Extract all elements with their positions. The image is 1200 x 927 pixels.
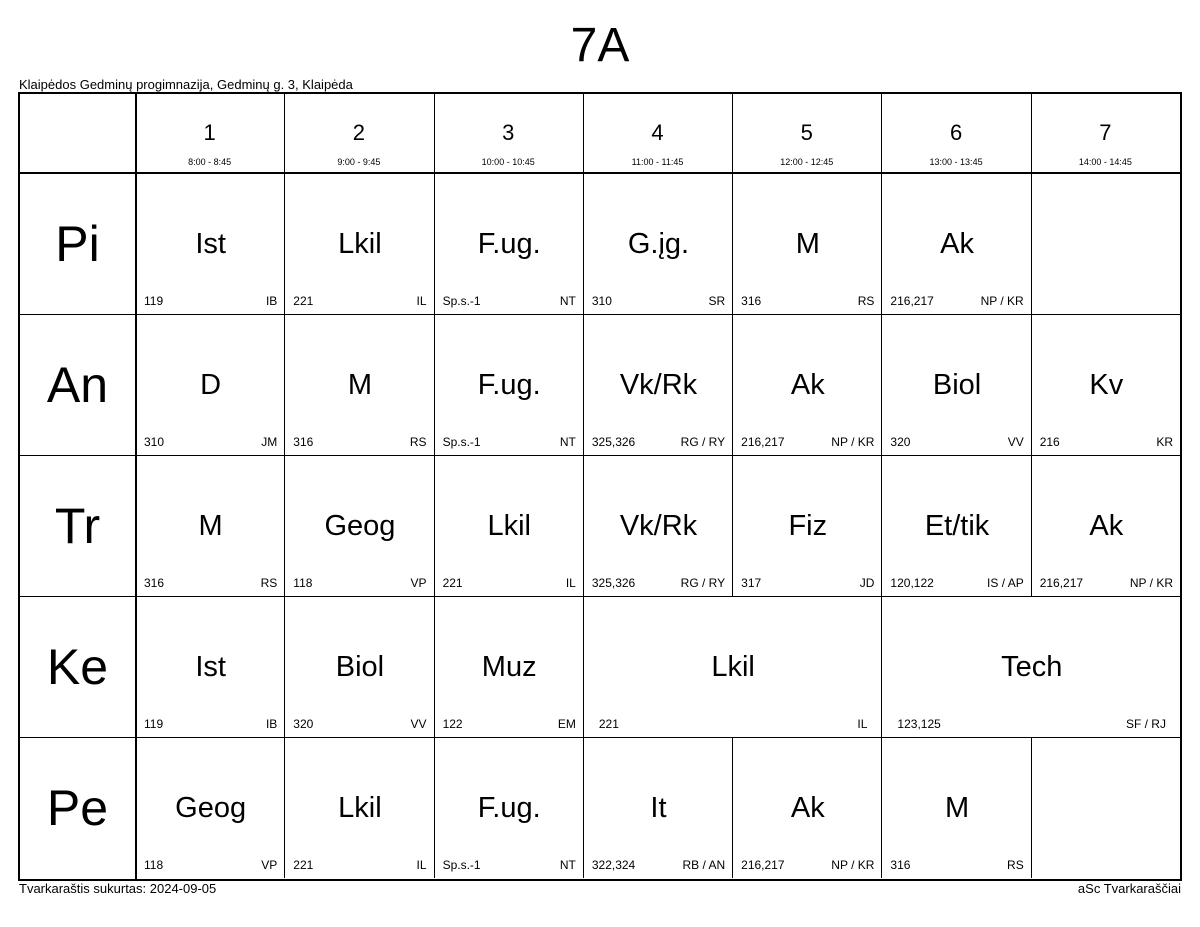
lesson-subject: F.ug. (477, 369, 541, 401)
lesson-teacher: IS / AP (987, 576, 1024, 590)
grid-line (881, 94, 882, 172)
lesson-subject: Vk/Rk (619, 510, 698, 542)
period-time: 11:00 - 11:45 (631, 157, 684, 167)
lesson-room: 118 (144, 858, 164, 872)
lesson-subject: Ak (1089, 510, 1124, 542)
lesson-teacher: NP / KR (831, 435, 875, 449)
lesson-cell (137, 174, 284, 315)
grid-line (881, 174, 882, 314)
lesson-teacher: VV (1007, 435, 1024, 449)
period-header (881, 94, 1030, 172)
grid-line (583, 456, 584, 596)
lesson-teacher: NT (559, 435, 576, 449)
grid-line (434, 456, 435, 596)
grid-line (284, 174, 285, 314)
lesson-room: Sp.s.-1 (442, 435, 481, 449)
lesson-teacher: NP / KR (831, 858, 875, 872)
lesson-subject: M (347, 369, 372, 401)
lesson-teacher: RS (857, 294, 875, 308)
lesson-teacher: RG / RY (680, 435, 726, 449)
lesson-room: 221 (598, 717, 619, 731)
lesson-room: 221 (293, 858, 314, 872)
day-label: Pe (46, 780, 109, 836)
grid-line (732, 456, 733, 596)
period-time: 10:00 - 10:45 (481, 157, 535, 167)
grid-line (583, 738, 584, 878)
lesson-cell (286, 597, 433, 738)
lesson-room: 123,125 (897, 717, 941, 731)
grid-line (434, 174, 435, 314)
lesson-cell (137, 456, 284, 597)
grid-line (881, 456, 882, 596)
lesson-teacher: VV (410, 717, 427, 731)
lesson-room: 325,326 (591, 435, 636, 449)
period-time: 13:00 - 13:45 (929, 157, 983, 167)
lesson-subject: Ak (790, 369, 825, 401)
grid-line (284, 597, 285, 737)
lesson-subject: Ak (940, 228, 974, 260)
lesson-subject: Ist (195, 228, 226, 260)
lesson-cell (1033, 315, 1180, 456)
lesson-subject: M (795, 228, 820, 260)
grid-line (284, 456, 285, 596)
grid-line (1031, 738, 1032, 878)
lesson-teacher: NP / KR (1129, 576, 1173, 590)
grid-line (1031, 315, 1032, 455)
lesson-cell (436, 315, 583, 456)
lesson-room: 316 (741, 294, 762, 308)
lesson-teacher: NT (559, 294, 576, 308)
period-number: 7 (1099, 120, 1112, 145)
period-number: 1 (203, 120, 216, 145)
lesson-subject: G.įg. (627, 228, 690, 260)
lesson-cell (585, 597, 882, 738)
lesson-teacher: IB (265, 294, 278, 308)
lesson-room: 322,324 (591, 858, 636, 872)
lesson-cell (734, 174, 881, 315)
lesson-cell (1033, 456, 1180, 597)
period-header (583, 94, 732, 172)
lesson-cell (286, 738, 433, 879)
lesson-teacher: RG / RY (680, 576, 726, 590)
lesson-room: 310 (144, 435, 165, 449)
lesson-cell (734, 456, 881, 597)
page-title: 7A (570, 19, 630, 72)
lesson-subject: Muz (481, 651, 537, 683)
period-number: 6 (949, 120, 963, 145)
lesson-teacher: IL (416, 858, 427, 872)
period-header (135, 94, 284, 172)
period-time: 12:00 - 12:45 (780, 157, 834, 167)
grid-line (434, 94, 435, 172)
grid-line (1031, 174, 1032, 314)
lesson-cell (286, 456, 433, 597)
lesson-cell (883, 738, 1030, 879)
lesson-cell (436, 738, 583, 879)
lesson-teacher: IL (565, 576, 576, 590)
lesson-room: 310 (591, 294, 612, 308)
lesson-teacher: SR (708, 294, 726, 308)
period-header (732, 94, 881, 172)
lesson-cell (734, 738, 881, 879)
lesson-subject: D (200, 369, 222, 401)
lesson-teacher: NP / KR (980, 294, 1024, 308)
period-number: 3 (502, 120, 515, 145)
grid-line (732, 174, 733, 314)
day-label: Pi (55, 216, 100, 272)
lesson-subject: Lkil (711, 651, 755, 683)
lesson-subject: Kv (1089, 369, 1124, 401)
lesson-cell (883, 174, 1030, 315)
period-header (434, 94, 583, 172)
lesson-teacher: RS (260, 576, 278, 590)
grid-line (732, 315, 733, 455)
lesson-subject: F.ug. (477, 228, 541, 260)
lesson-subject: Ak (790, 792, 825, 824)
created-date: Tvarkaraštis sukurtas: 2024-09-05 (19, 881, 217, 896)
lesson-cell (137, 315, 284, 456)
grid-line (434, 597, 435, 737)
lesson-teacher: SF / RJ (1125, 717, 1166, 731)
lesson-room: 316 (144, 576, 165, 590)
period-number: 2 (352, 120, 366, 145)
lesson-teacher: RB / AN (682, 858, 726, 872)
lesson-teacher: EM (557, 717, 576, 731)
grid-line (1031, 456, 1032, 596)
lesson-room: 216,217 (741, 435, 785, 449)
grid-line (284, 738, 285, 878)
lesson-subject: M (198, 510, 223, 542)
lesson-room: 325,326 (591, 576, 636, 590)
lesson-subject: Geog (324, 510, 396, 542)
day-label: Ke (46, 639, 109, 695)
brand-label: aSc Tvarkaraščiai (1077, 881, 1181, 896)
grid-line (434, 315, 435, 455)
lesson-cell (436, 456, 583, 597)
lesson-cell (585, 174, 732, 315)
lesson-cell (436, 174, 583, 315)
lesson-room: Sp.s.-1 (442, 294, 481, 308)
grid-line (284, 94, 285, 172)
grid-line (732, 738, 733, 878)
lesson-teacher: IL (416, 294, 427, 308)
lesson-teacher: RS (409, 435, 427, 449)
lesson-room: 316 (890, 858, 911, 872)
lesson-teacher: JM (261, 435, 278, 449)
lesson-room: 216 (1039, 435, 1060, 449)
period-time: 14:00 - 14:45 (1078, 157, 1132, 167)
lesson-cell (286, 315, 433, 456)
lesson-subject: Biol (932, 369, 982, 401)
empty-cell (1033, 174, 1180, 315)
lesson-cell (585, 738, 732, 879)
lesson-room: 320 (890, 435, 911, 449)
lesson-teacher: VP (261, 858, 278, 872)
lesson-cell (734, 315, 881, 456)
day-label: Tr (54, 498, 101, 554)
lesson-subject: Et/tik (924, 510, 990, 542)
lesson-cell (137, 738, 284, 879)
grid-line (1031, 94, 1032, 172)
lesson-room: 320 (293, 717, 314, 731)
lesson-subject: F.ug. (477, 792, 541, 824)
empty-cell (1033, 738, 1180, 879)
period-time: 9:00 - 9:45 (337, 157, 381, 167)
lesson-room: 216,217 (1039, 576, 1084, 590)
grid-line (583, 315, 584, 455)
lesson-subject: Biol (335, 651, 385, 683)
grid-line (881, 597, 882, 737)
lesson-cell (286, 174, 433, 315)
lesson-cell (585, 456, 732, 597)
lesson-cell (436, 597, 583, 738)
grid-line (583, 597, 584, 737)
lesson-teacher: KR (1156, 435, 1173, 449)
lesson-subject: Fiz (788, 510, 828, 542)
lesson-room: 119 (144, 294, 164, 308)
lesson-subject: Lkil (338, 792, 382, 824)
period-header (1031, 94, 1180, 172)
grid-line (732, 94, 733, 172)
lesson-cell (585, 315, 732, 456)
lesson-subject: Lkil (487, 510, 531, 542)
grid-line (881, 315, 882, 455)
lesson-room: 120,122 (890, 576, 934, 590)
day-label: An (46, 357, 109, 413)
lesson-room: 122 (442, 717, 463, 731)
timetable-grid (18, 92, 1182, 881)
lesson-subject: Geog (175, 792, 247, 824)
lesson-teacher: IB (265, 717, 278, 731)
lesson-cell (137, 597, 284, 738)
lesson-cell (883, 315, 1030, 456)
lesson-teacher: NT (559, 858, 576, 872)
lesson-room: 216,217 (741, 858, 785, 872)
lesson-cell (883, 597, 1180, 738)
lesson-room: 118 (293, 576, 313, 590)
lesson-room: 216,217 (890, 294, 934, 308)
school-address: Klaipėdos Gedminų progimnazija, Gedminų g. 3, Klaipėda (19, 77, 353, 92)
lesson-teacher: RS (1007, 858, 1024, 872)
lesson-teacher: JD (859, 576, 875, 590)
lesson-room: 317 (741, 576, 762, 590)
lesson-room: 221 (442, 576, 463, 590)
lesson-room: Sp.s.-1 (442, 858, 481, 872)
grid-line (881, 738, 882, 878)
lesson-subject: Vk/Rk (619, 369, 698, 401)
period-number: 5 (800, 120, 813, 145)
grid-line (583, 174, 584, 314)
lesson-room: 316 (293, 435, 314, 449)
lesson-teacher: IL (857, 717, 868, 731)
lesson-subject: Ist (195, 651, 226, 683)
period-number: 4 (651, 120, 664, 145)
lesson-teacher: VP (410, 576, 427, 590)
period-time: 8:00 - 8:45 (188, 157, 232, 167)
lesson-subject: Tech (1001, 651, 1063, 683)
grid-line (284, 315, 285, 455)
grid-line (434, 738, 435, 878)
lesson-cell (883, 456, 1030, 597)
lesson-room: 221 (293, 294, 314, 308)
lesson-subject: It (650, 792, 667, 824)
lesson-room: 119 (144, 717, 164, 731)
grid-line (583, 94, 584, 172)
lesson-subject: Lkil (338, 228, 382, 260)
lesson-subject: M (944, 792, 970, 824)
period-header (284, 94, 433, 172)
